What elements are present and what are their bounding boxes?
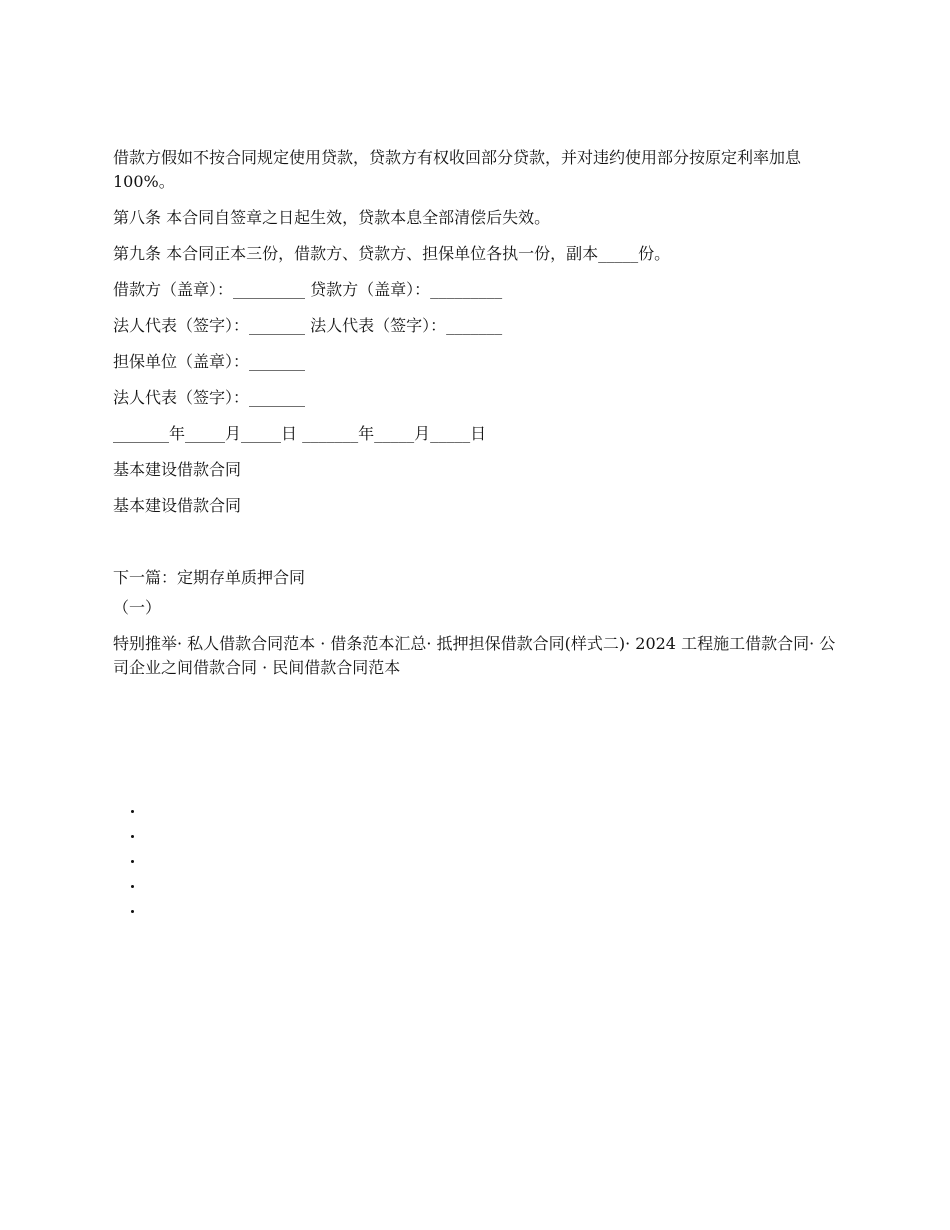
document-title-1: 基本建设借款合同 [113,460,242,479]
section-spacer [113,530,843,566]
document-body [113,146,843,692]
document-title-2: 基本建设借款合同 [113,496,242,515]
paragraph-article-8: 第八条 本合同自签章之日起生效，贷款本息全部清偿后失效。 [113,208,551,227]
next-article-note: （一） [113,598,162,617]
signature-guarantor: 担保单位（盖章）：_______ [113,352,306,371]
bullet-icon [131,860,134,863]
signature-borrower-lender: 借款方（盖章）：_________ 贷款方（盖章）：_________ [113,280,503,299]
recommendations-line[interactable]: 特别推举· 私人借款合同范本 · 借条范本汇总· 抵押担保借款合同(样式二)· 2024 工程施工借款合同· 公司企业之间借款合同 · 民间借款合同范本 [113,634,836,677]
next-article-link[interactable]: 下一篇：定期存单质押合同 [113,568,306,587]
bullet-icon [131,910,134,913]
bullet-icon [131,835,134,838]
paragraph-article-9: 第九条 本合同正本三份，借款方、贷款方、担保单位各执一份，副本_____份。 [113,244,671,263]
bullet-icon [131,885,134,888]
paragraph-breach-clause: 借款方假如不按合同规定使用贷款，贷款方有权收回部分贷款，并对违约使用部分按原定利率加息 100%。 [113,148,807,191]
signature-dates: _______年_____月_____日 _______年_____月_____日 [113,424,487,443]
signature-legal-reps: 法人代表（签字）：_______ 法人代表（签字）：_______ [113,316,503,335]
signature-guarantor-rep: 法人代表（签字）：_______ [113,388,306,407]
bullet-icon [131,810,134,813]
